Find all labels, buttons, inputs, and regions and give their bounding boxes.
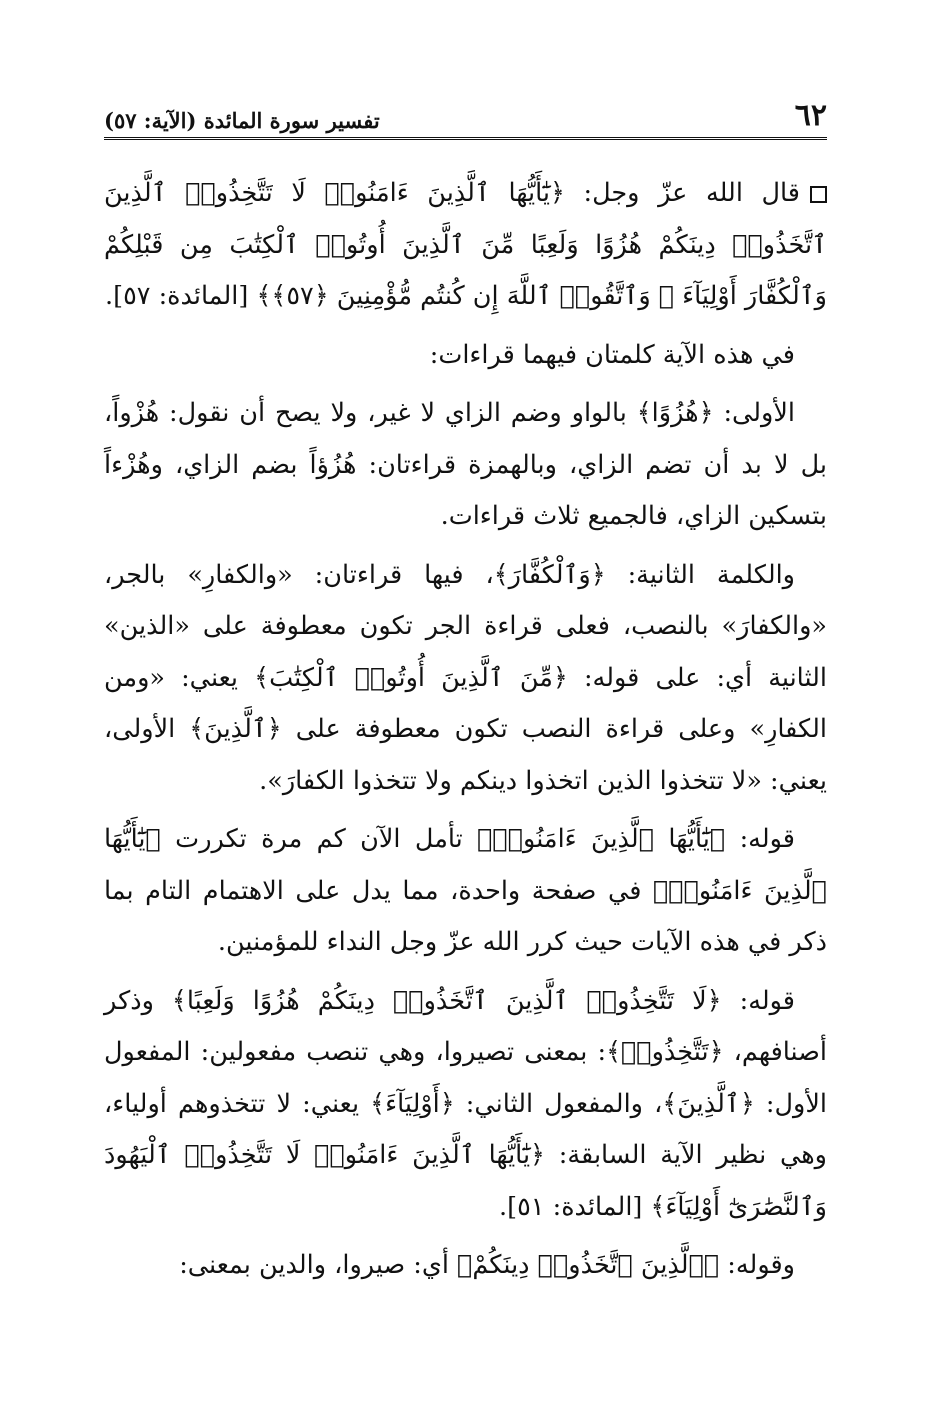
- paragraph-2: في هذه الآية كلمتان فيهما قراءات:: [429, 339, 795, 370]
- paragraph-3: الأولى: ﴿هُزُوًا﴾ بالواو وضم الزاي لا غير، ولا يصح أن نقول: هُزْواً، بل لا بد أن تضم الزاي، وبالهمزة قراءتان: هُزُؤاً بضم الزاي، وهُزْءاً بتسكين الزاي، فالجميع ثلاث قراءات.: [104, 398, 827, 531]
- page-header: [104, 92, 827, 140]
- page-body: [104, 168, 827, 1299]
- page-number: ٦٢: [794, 98, 827, 133]
- running-title: تفسير سورة المائدة (الآية: ٥٧): [104, 108, 380, 133]
- paragraph-6: قوله: ﴿لَا تَتَّخِذُوا۟ ٱلَّذِينَ ٱتَّخَذُوا۟ دِينَكُمْ هُزُوًا وَلَعِبًا﴾ وذكر أصنافهم، ﴿تَتَّخِذُوا۟﴾: بمعنى تصيروا، وهي تنصب مفعولين: المفعول الأول: ﴿ٱلَّذِينَ﴾، والمفعول الثاني: ﴿أَوْلِيَآءَ﴾ يعني: لا تتخذوهم أولياء، وهي نظير الآية السابقة: ﴿يَٰٓأَيُّهَا ٱلَّذِينَ ءَامَنُوا۟ لَا تَتَّخِذُوا۟ ٱلْيَهُودَ وَٱلنَّصَٰرَىٰٓ أَوْلِيَآءَ﴾ [المائدة: ٥١].: [104, 985, 827, 1222]
- paragraph-7: وقوله: ﴿ٱلَّذِينَ ٱتَّخَذُوا۟ دِينَكُمْ﴾ أي: صيروا، والدين بمعنى:: [179, 1250, 795, 1280]
- paragraph-5: قوله: ﴿يَٰٓأَيُّهَا ٱلَّذِينَ ءَامَنُوا۟﴾ تأمل الآن كم مرة تكررت ﴿يَٰٓأَيُّهَا ٱلَّذِينَ ءَامَنُوا۟﴾ في صفحة واحدة، مما يدل على الاهتمام التام بما ذكر في هذه الآيات حيث كرر الله عزّ وجل النداء للمؤمنين.: [104, 824, 827, 957]
- square-bullet-icon: [810, 186, 827, 203]
- paragraph-1: [104, 168, 827, 323]
- paragraph-text: قال الله عزّ وجل: ﴿يَٰٓأَيُّهَا ٱلَّذِينَ ءَامَنُوا۟ لَا تَتَّخِذُوا۟ ٱلَّذِينَ ٱتَّخَذُوا۟ دِينَكُمْ هُزُوًا وَلَعِبًا مِّنَ ٱلَّذِينَ أُوتُوا۟ ٱلْكِتَٰبَ مِن قَبْلِكُمْ وَٱلْكُفَّارَ أَوْلِيَآءَ ۚ وَٱتَّقُوا۟ ٱللَّهَ إِن كُنتُم مُّؤْمِنِينَ ﴿٥٧﴾﴾ [المائدة: ٥٧].: [104, 178, 827, 311]
- paragraph-4: والكلمة الثانية: ﴿وَٱلْكُفَّارَ﴾، فيها قراءتان: «والكفارِ» بالجر، «والكفارَ» بالنصب، فعلى قراءة الجر تكون معطوفة على «الذين» الثانية أي: على قوله: ﴿مِّنَ ٱلَّذِينَ أُوتُوا۟ ٱلْكِتَٰبَ﴾ يعني: «ومن الكفارِ» وعلى قراءة النصب تكون معطوفة على ﴿ٱلَّذِينَ﴾ الأولى، يعني: «لا تتخذوا الذين اتخذوا دينكم ولا تتخذوا الكفارَ».: [104, 559, 827, 796]
